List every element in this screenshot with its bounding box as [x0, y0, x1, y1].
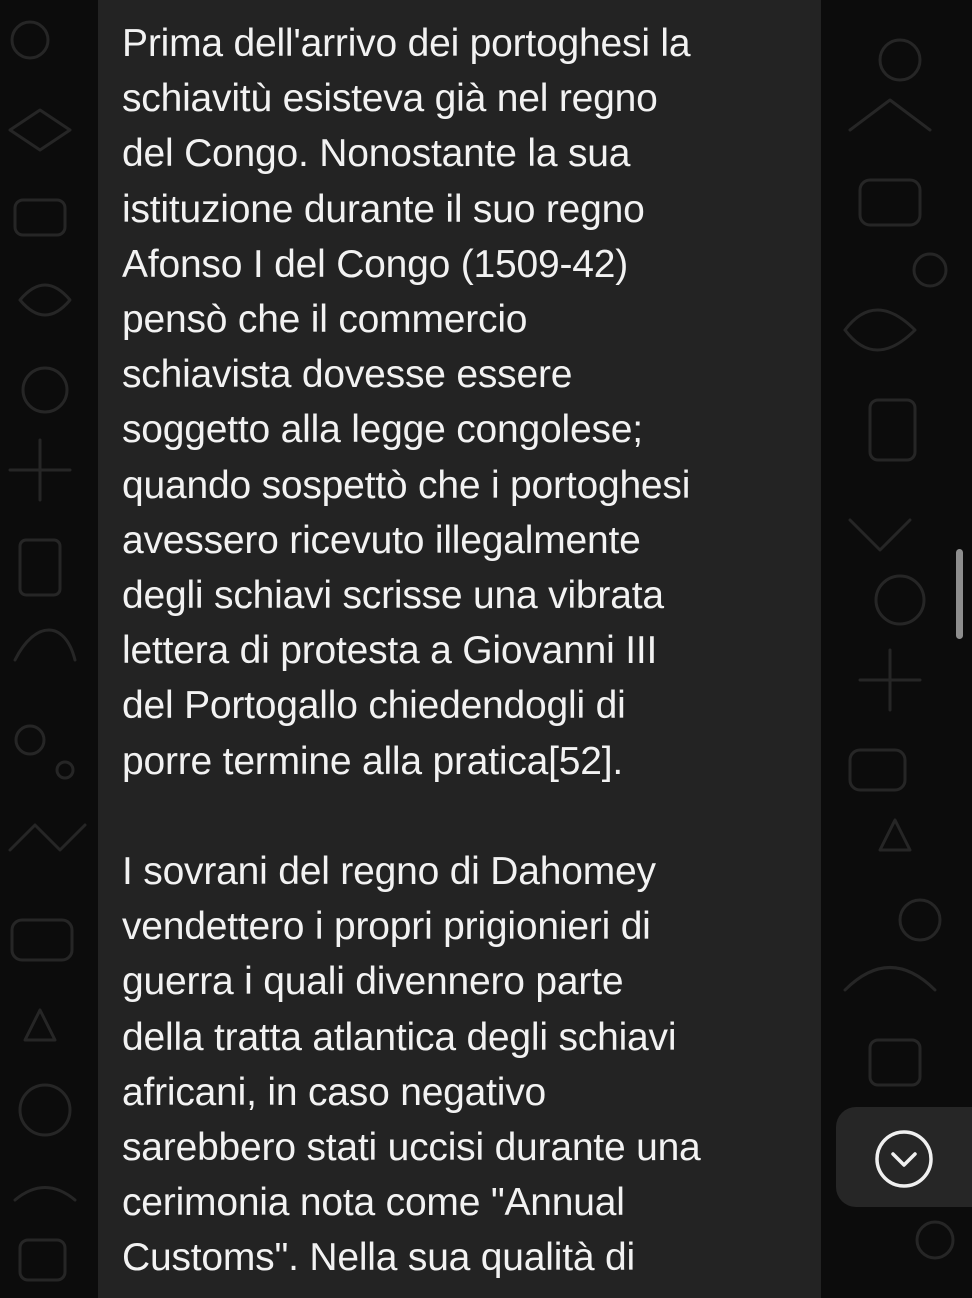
message-bubble[interactable] — [98, 0, 821, 1298]
scroll-indicator[interactable] — [956, 549, 963, 639]
chevron-down-circle-icon — [874, 1129, 934, 1189]
message-text: Prima dell'arrivo dei portoghesi la schiavitù esisteva già nel regno del Congo. Nonostante la sua istituzione durante il suo regno Afonso I del Congo (1509-42) pensò che il commercio schiavista dovesse essere soggetto alla legge congolese; quando sospettò che i portoghesi avessero ricevuto illegalmente degli schiavi scrisse una vibrata lettera di protesta a Giovanni III del Portogallo chiedendogli di porre termine alla pratica[52]. I sovrani del regno di Dahomey vendettero i propri prigionieri di guerra i quali divennero parte della tratta atlantica degli schiavi africani, in caso negativo sarebbero stati uccisi durante una cerimonia nota come "Annual Customs". Nella sua qualità di — [122, 22, 701, 1280]
scroll-to-bottom-button[interactable] — [836, 1107, 972, 1207]
